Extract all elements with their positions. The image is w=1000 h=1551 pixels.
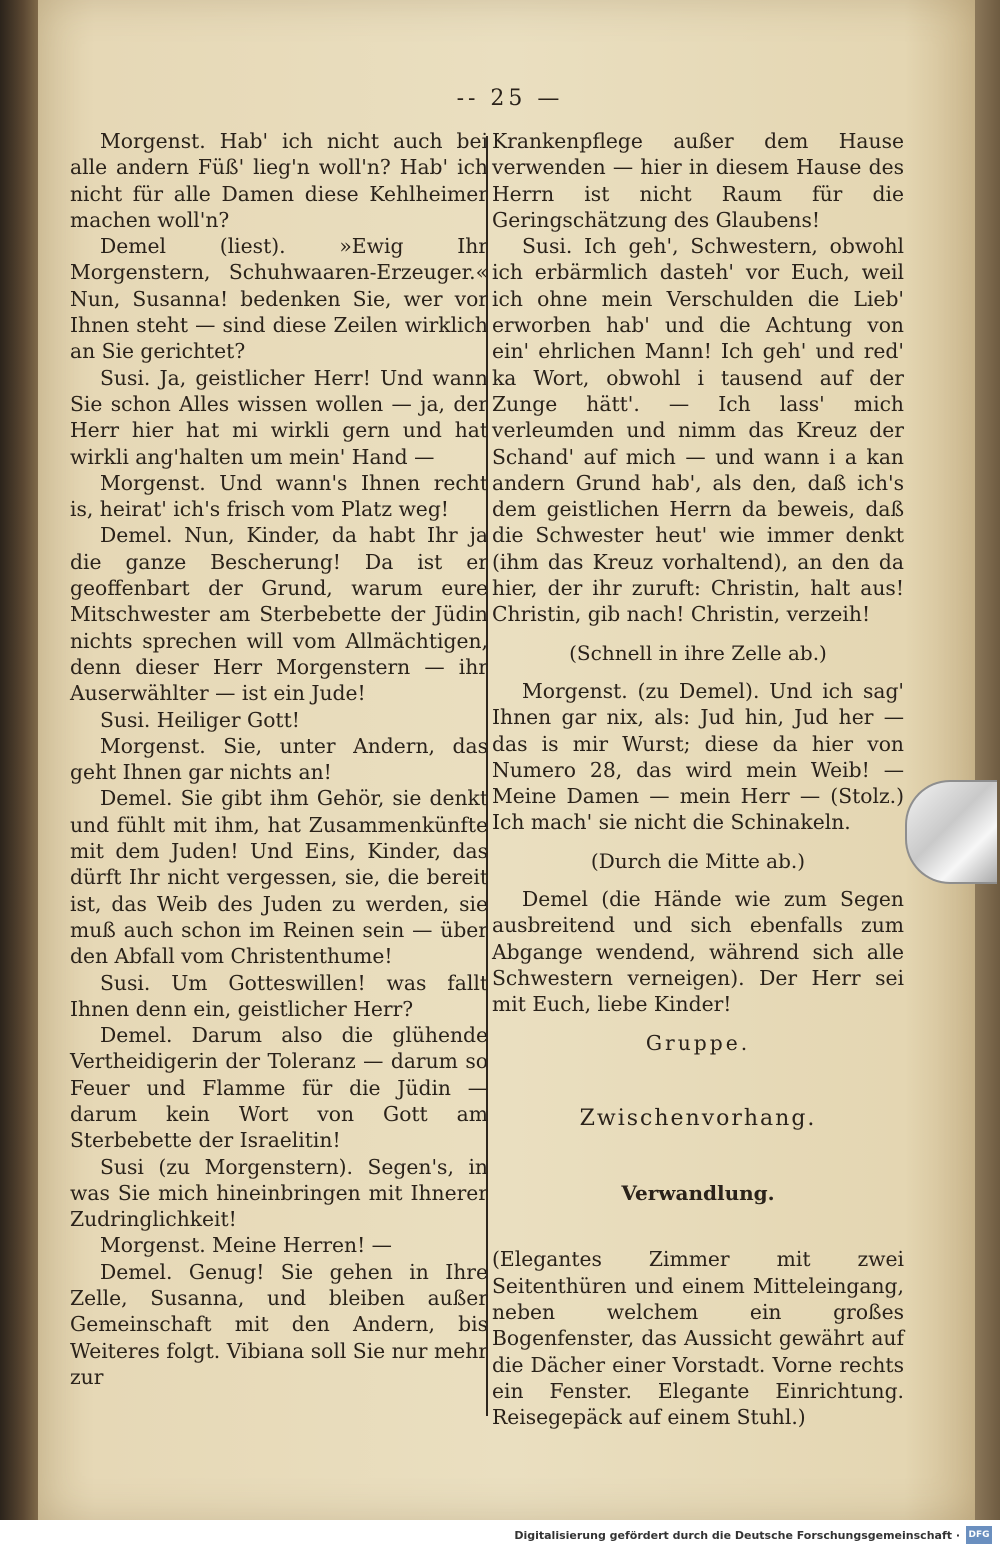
page-clip [905, 780, 997, 884]
right-column [492, 128, 904, 1430]
demel-speech: Demel (die Hände wie zum Segen ausbreitend und sich ebenfalls zum Abgange wendend, während sich alle Schwestern verneigen). Der Herr sei mit Euch, liebe Kinder! [492, 887, 904, 1017]
paragraph: Susi. Ja, geistlicher Herr! Und wann Sie schon Alles wissen wollen — ja, der Herr hier hat mi wirkli gern und hat wirkli ang'halten um mein' Hand — [70, 365, 488, 469]
book-left-edge [0, 0, 42, 1551]
paragraph: Demel. Genug! Sie gehen in Ihre Zelle, Susanna, und bleiben außer Gemeinschaft mit den Andern, bis Weiteres folgt. Vibiana soll Sie nur mehr zur [70, 1259, 488, 1389]
paragraph: Demel. Sie gibt ihm Gehör, sie denkt und fühlt mit ihm, hat Zusammenkünfte mit dem Juden! Und Eins, Kinder, das dürft Ihr nicht vergessen, sie, die bereit ist, das Weib des Juden zu werden, sie muß auch schon im Reinen sein — über den Abfall vom Christenthume! [70, 786, 488, 969]
morgenst-speech: Morgenst. (zu Demel). Und ich sag' Ihnen gar nix, als: Jud hin, Jud her — das is mir Wurst; diese da hier von Numero 28, das wird mein Weib! — Meine Damen — mein Herr — (Stolz.) Ich mach' sie nicht die Schinakeln. [492, 678, 904, 835]
page-number: -- 25 — [456, 86, 564, 111]
paragraph: Demel (liest). »Ewig Ihr Morgenstern, Schuhwaaren-Erzeuger.« Nun, Susanna! bedenken Sie, wer vor Ihnen steht — sind diese Zeilen wirklich an Sie gerichtet? [70, 234, 488, 364]
left-column [70, 128, 488, 1390]
book-right-edge [975, 0, 1000, 1520]
paragraph: Demel. Nun, Kinder, da habt Ihr ja die ganze Bescherung! Da ist er geoffenbart der Grund, warum eure Mitschwester am Sterbebette der Jüdin nichts sprechen will vom Allmächtigen, denn dieser Herr Morgenstern — ihr Auserwählter — ist ein Jude! [70, 523, 488, 706]
stage-direction: (Schnell in ihre Zelle ab.) [569, 640, 827, 665]
dfg-logo: DFG [966, 1526, 992, 1544]
susi-speech: Susi. Ich geh', Schwestern, obwohl ich erbärmlich dasteh' vor Euch, weil ich ohne mein Verschulden die Lieb' erworben hab' und die Achtung von ein' ehrlichen Mann! Ich geh' und red' ka Wort, obwohl i tausend auf der Zunge hätt'. — Ich lass' mich verleumden und nimm das Kreuz der Schand' auf mich — und wann i a kan andern Grund hab', als den, daß ich's dem geistlichen Herrn da beweis, daß die Schwester heut' wie immer denkt (ihm das Kreuz vorhaltend), an den da hier, der ihr zuruft: Christin, halt aus! Christin, gib nach! Christin, verzeih! [492, 234, 904, 627]
paragraph: Susi. Um Gotteswillen! was fallt Ihnen denn ein, geistlicher Herr? [70, 970, 488, 1021]
paragraph: Susi. Heiliger Gott! [100, 707, 300, 732]
zwischenvorhang-heading: Zwischenvorhang. [579, 1105, 817, 1131]
scene-description: (Elegantes Zimmer mit zwei Seitenthüren und einem Mitteleingang, neben welchem ein großes Bogenfenster, das Aussicht gewährt auf die Dächer einer Vorstadt. Vorne rechts ein Fenster. Elegante Einrichtung. Reisegepäck auf einem Stuhl.) [492, 1247, 904, 1430]
stage-direction: (Durch die Mitte ab.) [590, 848, 806, 873]
paragraph: Morgenst. Sie, unter Andern, das geht Ihnen gar nichts an! [70, 733, 488, 785]
gruppe-heading: Gruppe. [645, 1030, 751, 1055]
paragraph: Morgenst. Meine Herren! — [100, 1233, 392, 1258]
paragraph: Morgenst. Hab' ich nicht auch bei alle andern Füß' lieg'n woll'n? Hab' ich nicht für alle Damen diese Kehlheimer machen woll'n? [70, 129, 488, 232]
funding-credit: Digitalisierung gefördert durch die Deutsche Forschungsgemeinschaft · [514, 1529, 960, 1542]
paragraph-continuation: Krankenpflege außer dem Hause verwenden — hier in diesem Hause des Herrn ist nicht Raum für die Geringschätzung des Glaubens! [492, 129, 904, 232]
verwandlung-heading: Verwandlung. [621, 1181, 775, 1206]
paragraph: Morgenst. Und wann's Ihnen recht is, heirat' ich's frisch vom Platz weg! [70, 470, 488, 522]
paragraph: Susi (zu Morgenstern). Segen's, in was Sie mich hineinbringen mit Ihnerer Zudringlichkeit! [70, 1154, 488, 1232]
paragraph: Demel. Darum also die glühende Vertheidigerin der Toleranz — darum so Feuer und Flamme für die Jüdin — darum kein Wort von Gott am Sterbebette der Israelitin! [70, 1023, 488, 1153]
footer-bar [0, 1520, 1000, 1551]
